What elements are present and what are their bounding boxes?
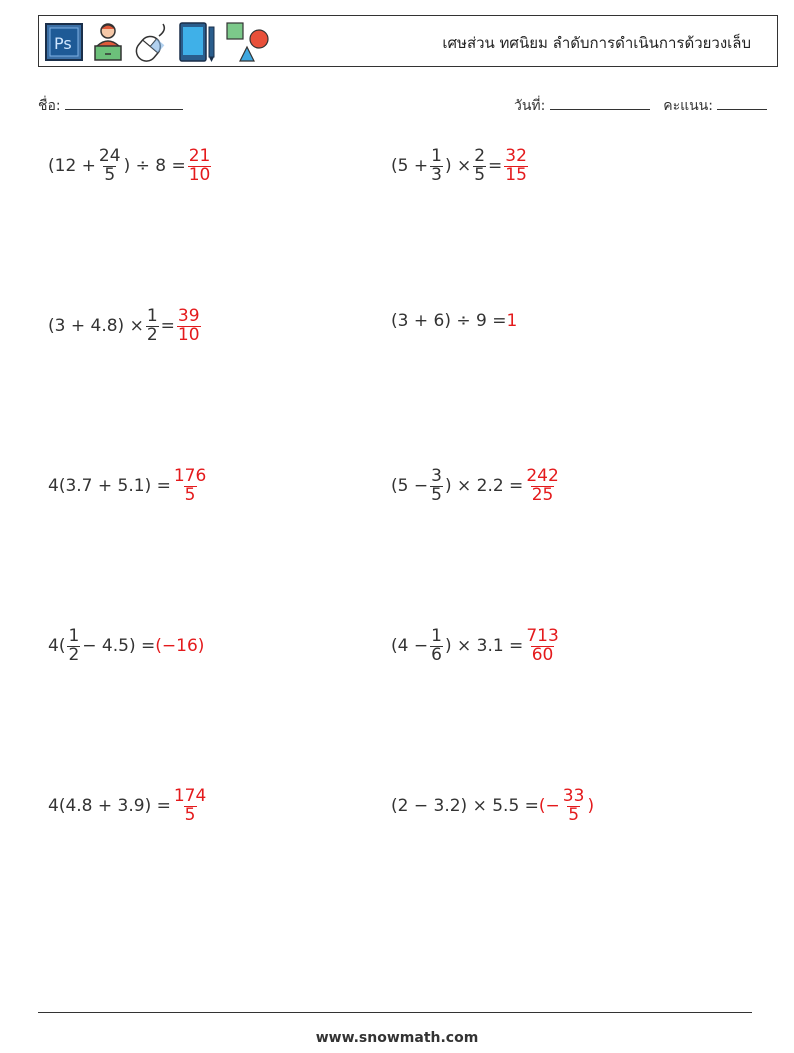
denominator: 3 <box>431 164 442 185</box>
answer <box>171 788 209 825</box>
problem-4 <box>391 311 517 331</box>
denominator: 5 <box>431 484 442 505</box>
expr-text: ) × 2.2 = <box>444 476 524 497</box>
answer <box>539 788 594 825</box>
answer <box>502 148 530 185</box>
expr-text: 4(4.8 + 3.9) = <box>48 796 171 817</box>
answer-denominator: 25 <box>531 484 554 505</box>
problem-6 <box>391 468 562 505</box>
date-label: วันที่: <box>514 98 546 114</box>
answer-denominator: 10 <box>177 324 200 345</box>
date-blank <box>550 97 650 110</box>
problem-8 <box>391 628 562 665</box>
answer-numerator: 713 <box>526 626 559 646</box>
name-label: ชื่อ: <box>38 98 61 114</box>
problem-9 <box>48 788 209 825</box>
answer-numerator: 174 <box>173 786 207 806</box>
expr-text: (3 + 6) ÷ 9 = <box>391 311 507 331</box>
expr-text: (2 − 3.2) × 5.5 = <box>391 796 539 817</box>
problem-2 <box>391 148 530 185</box>
user-computer-icon <box>91 22 125 62</box>
score-label: คะแนน: <box>663 98 713 114</box>
name-field <box>38 95 183 117</box>
denominator: 2 <box>146 324 158 345</box>
tablet-pen-icon <box>179 21 217 63</box>
numerator: 1 <box>68 626 80 646</box>
answer-numerator: 21 <box>188 146 211 166</box>
denominator: 2 <box>68 644 80 665</box>
expr-text: 4( <box>48 636 66 657</box>
expr-text: − 4.5) = <box>82 636 156 657</box>
expr-text: ) × 3.1 = <box>444 636 524 657</box>
answer <box>186 148 214 185</box>
answer-denominator: 60 <box>531 644 554 665</box>
answer-denominator: 5 <box>184 484 196 505</box>
name-blank <box>65 97 183 110</box>
answer: (−16) <box>155 636 205 657</box>
numerator: 1 <box>146 306 158 326</box>
mouse-icon <box>133 22 171 62</box>
answer-denominator: 5 <box>184 804 196 825</box>
fraction <box>430 468 443 505</box>
answer-denominator: 5 <box>568 804 580 825</box>
answer-denominator: 15 <box>505 164 527 185</box>
answer-numerator: 33 <box>562 786 585 806</box>
footer-url: www.snowmath.com <box>315 1030 479 1046</box>
expr-text: (3 + 4.8) × <box>48 316 144 337</box>
numerator: 3 <box>431 466 442 486</box>
answer-denominator: 10 <box>188 164 211 185</box>
expr-text: = <box>160 316 175 337</box>
expr-text: 4(3.7 + 5.1) = <box>48 476 171 497</box>
fraction <box>430 628 443 665</box>
svg-text:Ps: Ps <box>54 34 72 53</box>
worksheet-header <box>38 15 778 67</box>
problem-7 <box>48 628 204 665</box>
answer <box>523 468 561 505</box>
answer: 1 <box>506 311 518 331</box>
numerator: 1 <box>431 146 442 166</box>
numerator: 24 <box>98 146 121 166</box>
fraction <box>146 308 159 345</box>
expr-text: (12 + <box>48 156 96 177</box>
expr-text: (4 − <box>391 636 429 657</box>
answer <box>523 628 561 665</box>
fraction <box>430 148 443 185</box>
answer-numerator: 39 <box>177 306 200 326</box>
expr-text: ) ÷ 8 = <box>123 156 186 177</box>
problem-1 <box>48 148 213 185</box>
answer-suffix: ) <box>587 796 595 817</box>
expr-text: (5 − <box>391 476 429 497</box>
numerator: 2 <box>474 146 486 166</box>
problem-5 <box>48 468 209 505</box>
expr-text: = <box>488 156 503 177</box>
denominator: 5 <box>474 164 486 185</box>
expr-text: ) × <box>444 156 472 177</box>
answer-prefix: (− <box>538 796 560 817</box>
denominator: 6 <box>431 644 442 665</box>
header-icons <box>45 20 269 64</box>
fraction <box>98 148 122 185</box>
worksheet-title: เศษส่วน ทศนิยม ลำดับการดำเนินการด้วยวงเล็บ <box>442 34 751 52</box>
fraction <box>473 148 486 185</box>
date-score-fields <box>514 95 767 117</box>
fraction <box>67 628 80 665</box>
answer-numerator: 176 <box>173 466 207 486</box>
answer <box>171 468 209 505</box>
expr-text: (5 + <box>391 156 429 177</box>
answer-numerator: 32 <box>505 146 527 166</box>
problem-3 <box>48 308 203 345</box>
answer-numerator: 242 <box>526 466 559 486</box>
photoshop-icon <box>45 23 83 61</box>
answer <box>175 308 203 345</box>
problem-10 <box>391 788 594 825</box>
denominator: 5 <box>104 164 116 185</box>
score-blank <box>717 97 767 110</box>
numerator: 1 <box>431 626 442 646</box>
footer-divider <box>38 1012 752 1013</box>
shapes-icon <box>225 21 269 63</box>
